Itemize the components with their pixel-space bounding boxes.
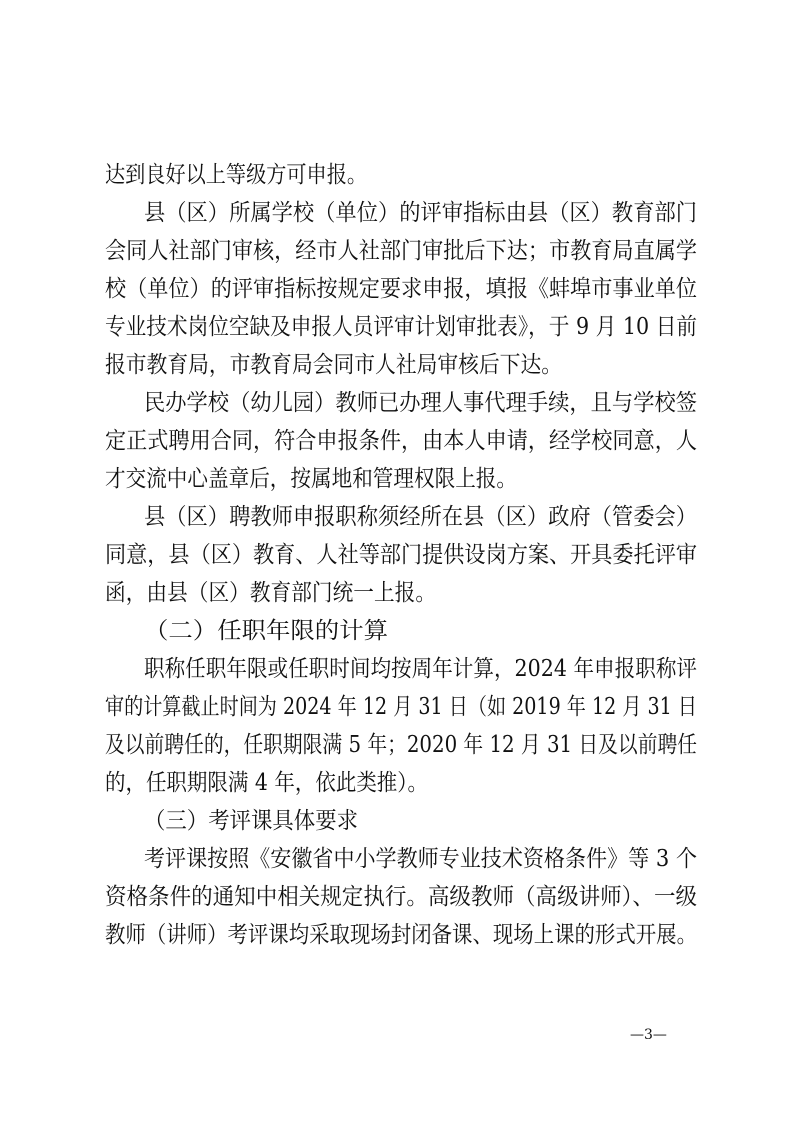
text-line-content: 县（区）聘教师申报职称须经所在县（区）政府（管委会） bbox=[144, 504, 697, 530]
page-number: —3— bbox=[630, 1027, 667, 1043]
text-line-content: 的，任职期限满 4 年，依此类推）。 bbox=[105, 770, 428, 796]
text-line-content: 民办学校（幼儿园）教师已办理人事代理手续，且与学校签 bbox=[144, 390, 697, 416]
text-line-content: 专业技术岗位空缺及申报人员评审计划审批表》，于 9 月 10 日前 bbox=[105, 314, 697, 340]
text-line-content: 教师（讲师）考评课均采取现场封闭备课、现场上课的形式开展。 bbox=[105, 922, 697, 948]
text-line-content: 校（单位）的评审指标按规定要求申报，填报《蚌埠市事业单位 bbox=[105, 276, 697, 302]
text-line-content: 会同人社部门审核，经市人社部门审批后下达；市教育局直属学 bbox=[105, 238, 697, 264]
text-line-content: 职称任职年限或任职时间均按周年计算，2024 年申报职称评 bbox=[144, 656, 697, 682]
text-line-content: 县（区）所属学校（单位）的评审指标由县（区）教育部门 bbox=[144, 200, 697, 226]
text-line-content: （二）任职年限的计算 bbox=[144, 618, 388, 644]
text-line-content: 审的计算截止时间为 2024 年 12 月 31 日（如 2019 年 12 月 31 日 bbox=[105, 694, 697, 720]
text-line-content: 才交流中心盖章后，按属地和管理权限上报。 bbox=[105, 466, 517, 492]
text-line-content: 达到良好以上等级方可申报。 bbox=[105, 162, 367, 188]
text-line-content: 定正式聘用合同，符合申报条件，由本人申请，经学校同意，人 bbox=[105, 428, 697, 454]
text-line-content: 资格条件的通知中相关规定执行。高级教师（高级讲师）、一级 bbox=[105, 884, 697, 910]
text-line-content: 及以前聘任的，任职期限满 5 年；2020 年 12 月 31 日及以前聘任 bbox=[105, 732, 697, 758]
text-line-content: 考评课按照《安徽省中小学教师专业技术资格条件》等 3 个 bbox=[144, 846, 697, 872]
text-line-content: （三）考评课具体要求 bbox=[144, 808, 358, 834]
text-line-content: 函，由县（区）教育部门统一上报。 bbox=[105, 580, 436, 606]
text-line-content: 报市教育局，市教育局会同市人社局审核后下达。 bbox=[105, 352, 562, 378]
text-line-content: 同意，县（区）教育、人社等部门提供设岗方案、开具委托评审 bbox=[105, 542, 697, 568]
